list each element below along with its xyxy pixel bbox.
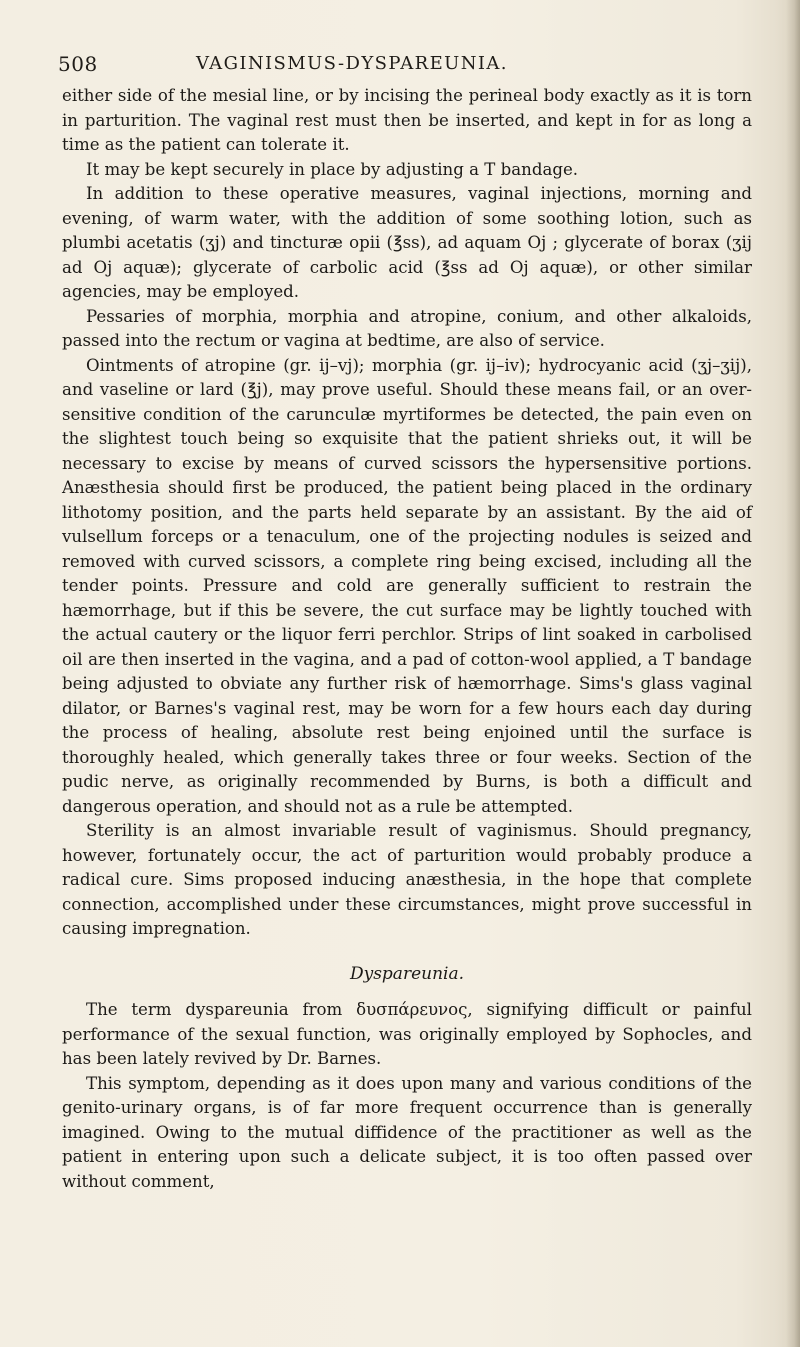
page-number: 508 — [58, 52, 98, 76]
page-edge-shadow — [786, 0, 800, 1347]
body-text — [62, 84, 752, 1194]
running-head: VAGINISMUS-DYSPAREUNIA. — [196, 53, 508, 74]
paragraph-term-definition: The term dyspareunia from δυσπάρευνος, signifying difficult or painful performance of the sexual function, was originally employed by Sophocles, and has been lately revived by Dr. Barnes. — [62, 1000, 752, 1068]
paragraph-injections: In addition to these operative measures, vaginal injections, morning and evening, of warm water, with the addition of some soothing lotion, such as plumbi acetatis (ʒj) and tincturæ opii (℥ss), ad aquam Oj ; glycerate of borax (ʒij ad Oj aquæ); glycerate of carbolic acid (℥ss ad Oj aquæ), or other similar agencies, may be employed. — [62, 184, 752, 301]
paragraph-sterility: Sterility is an almost invariable result of vaginismus. Should pregnancy, however, fortunately occur, the act of parturition would probably produce a radical cure. Sims proposed inducing anæsthesia, in the hope that complete connection, accomplished under these circumstances, might prove successful in causing impregnation. — [62, 821, 752, 938]
paragraph-continued: either side of the mesial line, or by incising the perineal body exactly as it is torn in parturition. The vaginal rest must then be inserted, and kept in for as long a time as the patient can tolerate it. — [62, 86, 752, 154]
section-heading: Dyspareunia. — [349, 963, 465, 984]
paragraph-symptom: This symptom, depending as it does upon many and various conditions of the genito-urinary organs, is of far more frequent occurrence than is generally imagined. Owing to the mutual diffidence of the practitioner as well as the patient in entering upon such a delicate subject, it is too often passed over without comment, — [62, 1073, 752, 1191]
paragraph-bandage: It may be kept securely in place by adjusting a T bandage. — [86, 159, 579, 179]
paragraph-ointments: Ointments of atropine (gr. ij–vj); morphia (gr. ij–iv); hydrocyanic acid (ʒj–ʒij), and vaseline or lard (℥j), may prove useful. Should these means fail, or an over-sensitive condition of the carunculæ myrtiformes be detected, the pain even on the slightest touch being so exquisite that the patient shrieks out, it will be necessary to excise by means of curved scissors the hypersensitive portions. Anæsthesia should first be produced, the patient being placed in the ordinary lithotomy position, and the parts held separate by an assistant. By the aid of vulsellum forceps or a tenaculum, one of the projecting nodules is seized and removed with curved scissors, a complete ring being excised, including all the tender points. Pressure and cold are generally sufficient to restrain the hæmorrhage, but if this be severe, the cut surface may be lightly touched with the actual cautery or the liquor ferri perchlor. Strips of lint soaked in carbolised oil are then inserted in the vagina, and a pad of cotton-wool applied, a T bandage being adjusted to obviate any further risk of hæmorrhage. Sims's glass vaginal dilator, or Barnes's vaginal rest, may be worn for a few hours each day during the process of healing, absolute rest being enjoined until the surface is thoroughly healed, which generally takes three or four weeks. Section of the pudic nerve, as originally recommended by Burns, is both a difficult and dangerous operation, and should not as a rule be attempted. — [62, 355, 752, 816]
page-header — [58, 52, 758, 82]
paragraph-pessaries: Pessaries of morphia, morphia and atropine, conium, and other alkaloids, passed into the rectum or vagina at bedtime, are also of service. — [62, 306, 752, 350]
